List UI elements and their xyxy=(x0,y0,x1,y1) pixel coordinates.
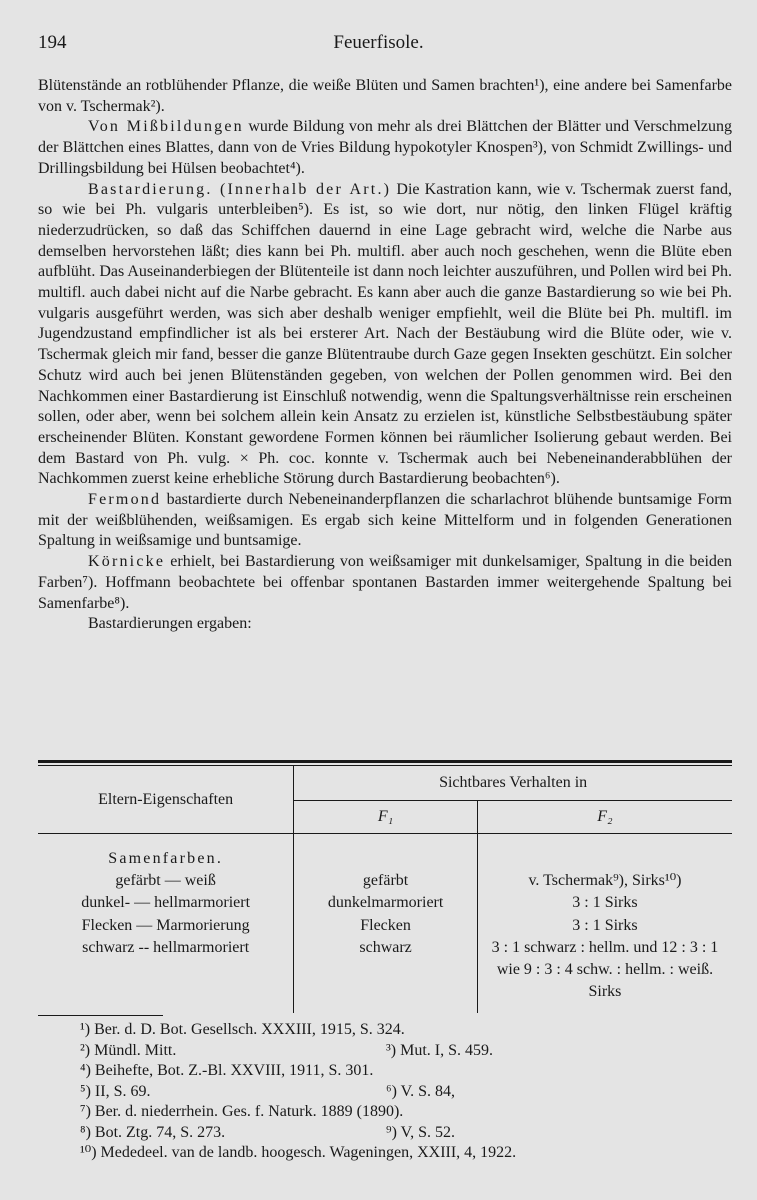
footnotes xyxy=(80,1020,720,1164)
page-header xyxy=(38,32,719,56)
table-cell: schwarz -- hellmarmoriert xyxy=(82,938,250,956)
table-cell: 3 : 1 Sirks xyxy=(572,916,638,934)
table-cell: dunkel- — hellmarmoriert xyxy=(81,894,251,912)
paragraph xyxy=(38,117,732,179)
footnote xyxy=(80,1082,720,1103)
table-cell: dunkelmarmoriert xyxy=(327,894,444,912)
paragraph-text: erhielt, bei Bastardierung von weißsamiger mit dunkelsamiger, Spaltung in die beiden Farben⁷). Hoffmann beobachtete bei offenbar spontanen Bastarden immer weitergehende Spaltung bei Samenfarbe⁸). xyxy=(38,553,732,612)
table-intro: Bastardierungen ergaben: xyxy=(88,615,252,633)
running-title: Feuerfisole. xyxy=(333,32,424,53)
footnote xyxy=(80,1061,720,1082)
column-group-header: Sichtbares Verhalten in xyxy=(294,766,732,801)
f1-column xyxy=(294,834,478,1014)
section-label: Samenfarben. xyxy=(108,850,224,867)
table-top-rule xyxy=(38,760,732,763)
spaced-term: Von Mißbildungen xyxy=(88,118,244,136)
table-cell: 3 : 1 schwarz : hellm. und 12 : 3 : 1 wie 9 : 3 : 4 schw. : hellm. : weiß. Sirks xyxy=(491,938,719,1001)
footnote-text: ⁷) Ber. d. niederrhein. Ges. f. Naturk. 1889 (1890). xyxy=(80,1103,404,1120)
paragraph-text: bastardierte durch Nebeneinanderpflanzen die scharlachrot blühende buntsamige Form mit der weißblühenden, weißsamigen. Es ergab sich keine Mittelform und in folgenden Generationen Spaltung in weißsamige und buntsamige. xyxy=(38,491,732,550)
results-table xyxy=(38,760,732,1016)
footnote-text: ⁹) V, S. 52. xyxy=(386,1123,456,1141)
parents-column xyxy=(38,834,294,1014)
section-heading: Bastardierung. (Innerhalb der Art.) xyxy=(88,180,392,198)
paragraph xyxy=(38,552,732,614)
main-text xyxy=(38,76,732,635)
footnote xyxy=(80,1143,720,1164)
paragraph: Blütenstände an rotblühender Pflanze, die weiße Blüten und Samen brachten¹), eine andere bei Samenfarbe von v. Tschermak²). xyxy=(38,77,732,115)
footnote xyxy=(80,1041,720,1062)
paragraph xyxy=(38,180,732,491)
f2-column xyxy=(477,834,732,1014)
footnote-text: ¹) Ber. d. D. Bot. Gesellsch. XXXIII, 1915, S. 324. xyxy=(80,1021,405,1038)
table-cell: v. Tschermak⁹), Sirks¹⁰) xyxy=(528,872,682,890)
author-name: Fermond xyxy=(88,491,162,509)
footnote-text: ⁸) Bot. Ztg. 74, S. 273. xyxy=(80,1123,226,1141)
table-end-rule xyxy=(38,1015,163,1016)
column-header-parents: Eltern-Eigenschaften xyxy=(98,790,234,808)
table-cell: Flecken xyxy=(360,916,411,934)
table-cell: gefärbt xyxy=(362,872,409,890)
footnote xyxy=(80,1123,720,1144)
page-number: 194 xyxy=(38,32,67,53)
author-name: Körnicke xyxy=(88,553,166,571)
column-header-f1: F₁ xyxy=(294,801,478,834)
footnote-text: ⁵) II, S. 69. xyxy=(80,1082,151,1100)
paragraph xyxy=(38,490,732,552)
table-cell: Flecken — Marmorierung xyxy=(81,916,250,934)
paragraph-text: Die Kastration kann, wie v. Tschermak zuerst fand, so wie bei Ph. vulgaris unterbleiben⁵). Es ist, so wie dort, nur nötig, den linken Flügel kräftig niederzudrücken, so daß das Schiffchen dauernd in eine Lage gebracht wird, welche die Narbe aus demselben hervorstehen läßt; dies kann bei Ph. multifl. aber auch noch geschehen, wenn die Blüte eben aufblüht. Das Auseinanderbiegen der Blütenteile ist dann noch leichter auszuführen, und Pollen wird bei Ph. multifl. auch dabei nicht auf die Narbe gebracht. Es kann aber auch die ganze Bastardierung so wie bei Ph. vulgaris ausgeführt werden, was sich aber deshalb weniger empfiehlt, weil die Blüte bei Ph. multifl. im Jugendzustand empfindlicher ist als bei ersterer Art. Nach der Bestäubung wird die Blüte oder, wie v. Tschermak gleich mir fand, besser die ganze Blütentraube durch Gaze gegen Insekten geschützt. Ein solcher Schutz wird auch bei jenen Blütenständen gegeben, von welchen der Pollen genommen wird. Bei den Nachkommen einer Bastardierung ist Einschluß notwendig, wenn die Spaltungsverhältnisse rein erscheinen sollen, oder aber, wenn bei solchem allein kein Ansatz zu erzielen ist, künstliche Selbstbestäubung später erscheinender Blüten. Konstant gewordene Formen können bei räumlicher Isolierung gebaut werden. Bei dem Bastard von Ph. vulg. × Ph. coc. konnte v. Tschermak auch bei Nebeneinanderabblühen der Nachkommen zuerst keine erhebliche Störung durch Bastardierung beobachten⁶). xyxy=(38,180,732,488)
footnote-text: ¹⁰) Mededeel. van de landb. hoogesch. Wageningen, XXIII, 4, 1922. xyxy=(80,1144,517,1161)
footnote-text: ⁶) V. S. 84, xyxy=(386,1082,456,1100)
table-cell: 3 : 1 Sirks xyxy=(572,894,638,912)
footnote xyxy=(80,1020,720,1041)
table-cell: gefärbt — weiß xyxy=(115,872,216,890)
footnote xyxy=(80,1102,720,1123)
paragraph-text: wurde Bildung von mehr als drei Blättchen der Blätter und Verschmelzung der Blättchen eines Blattes, dann von de Vries Bildung hypokotyler Knospen³), von Schmidt Zwillings- und Drillingsbildung bei Hülsen beobachtet⁴). xyxy=(38,118,732,177)
column-header-f2: F₂ xyxy=(477,801,732,834)
table-cell: schwarz xyxy=(359,938,412,956)
footnote-text: ³) Mut. I, S. 459. xyxy=(386,1041,494,1059)
footnote-text: ⁴) Beihefte, Bot. Z.-Bl. XXVIII, 1911, S. 301. xyxy=(80,1062,374,1079)
footnote-text: ²) Mündl. Mitt. xyxy=(80,1041,177,1059)
